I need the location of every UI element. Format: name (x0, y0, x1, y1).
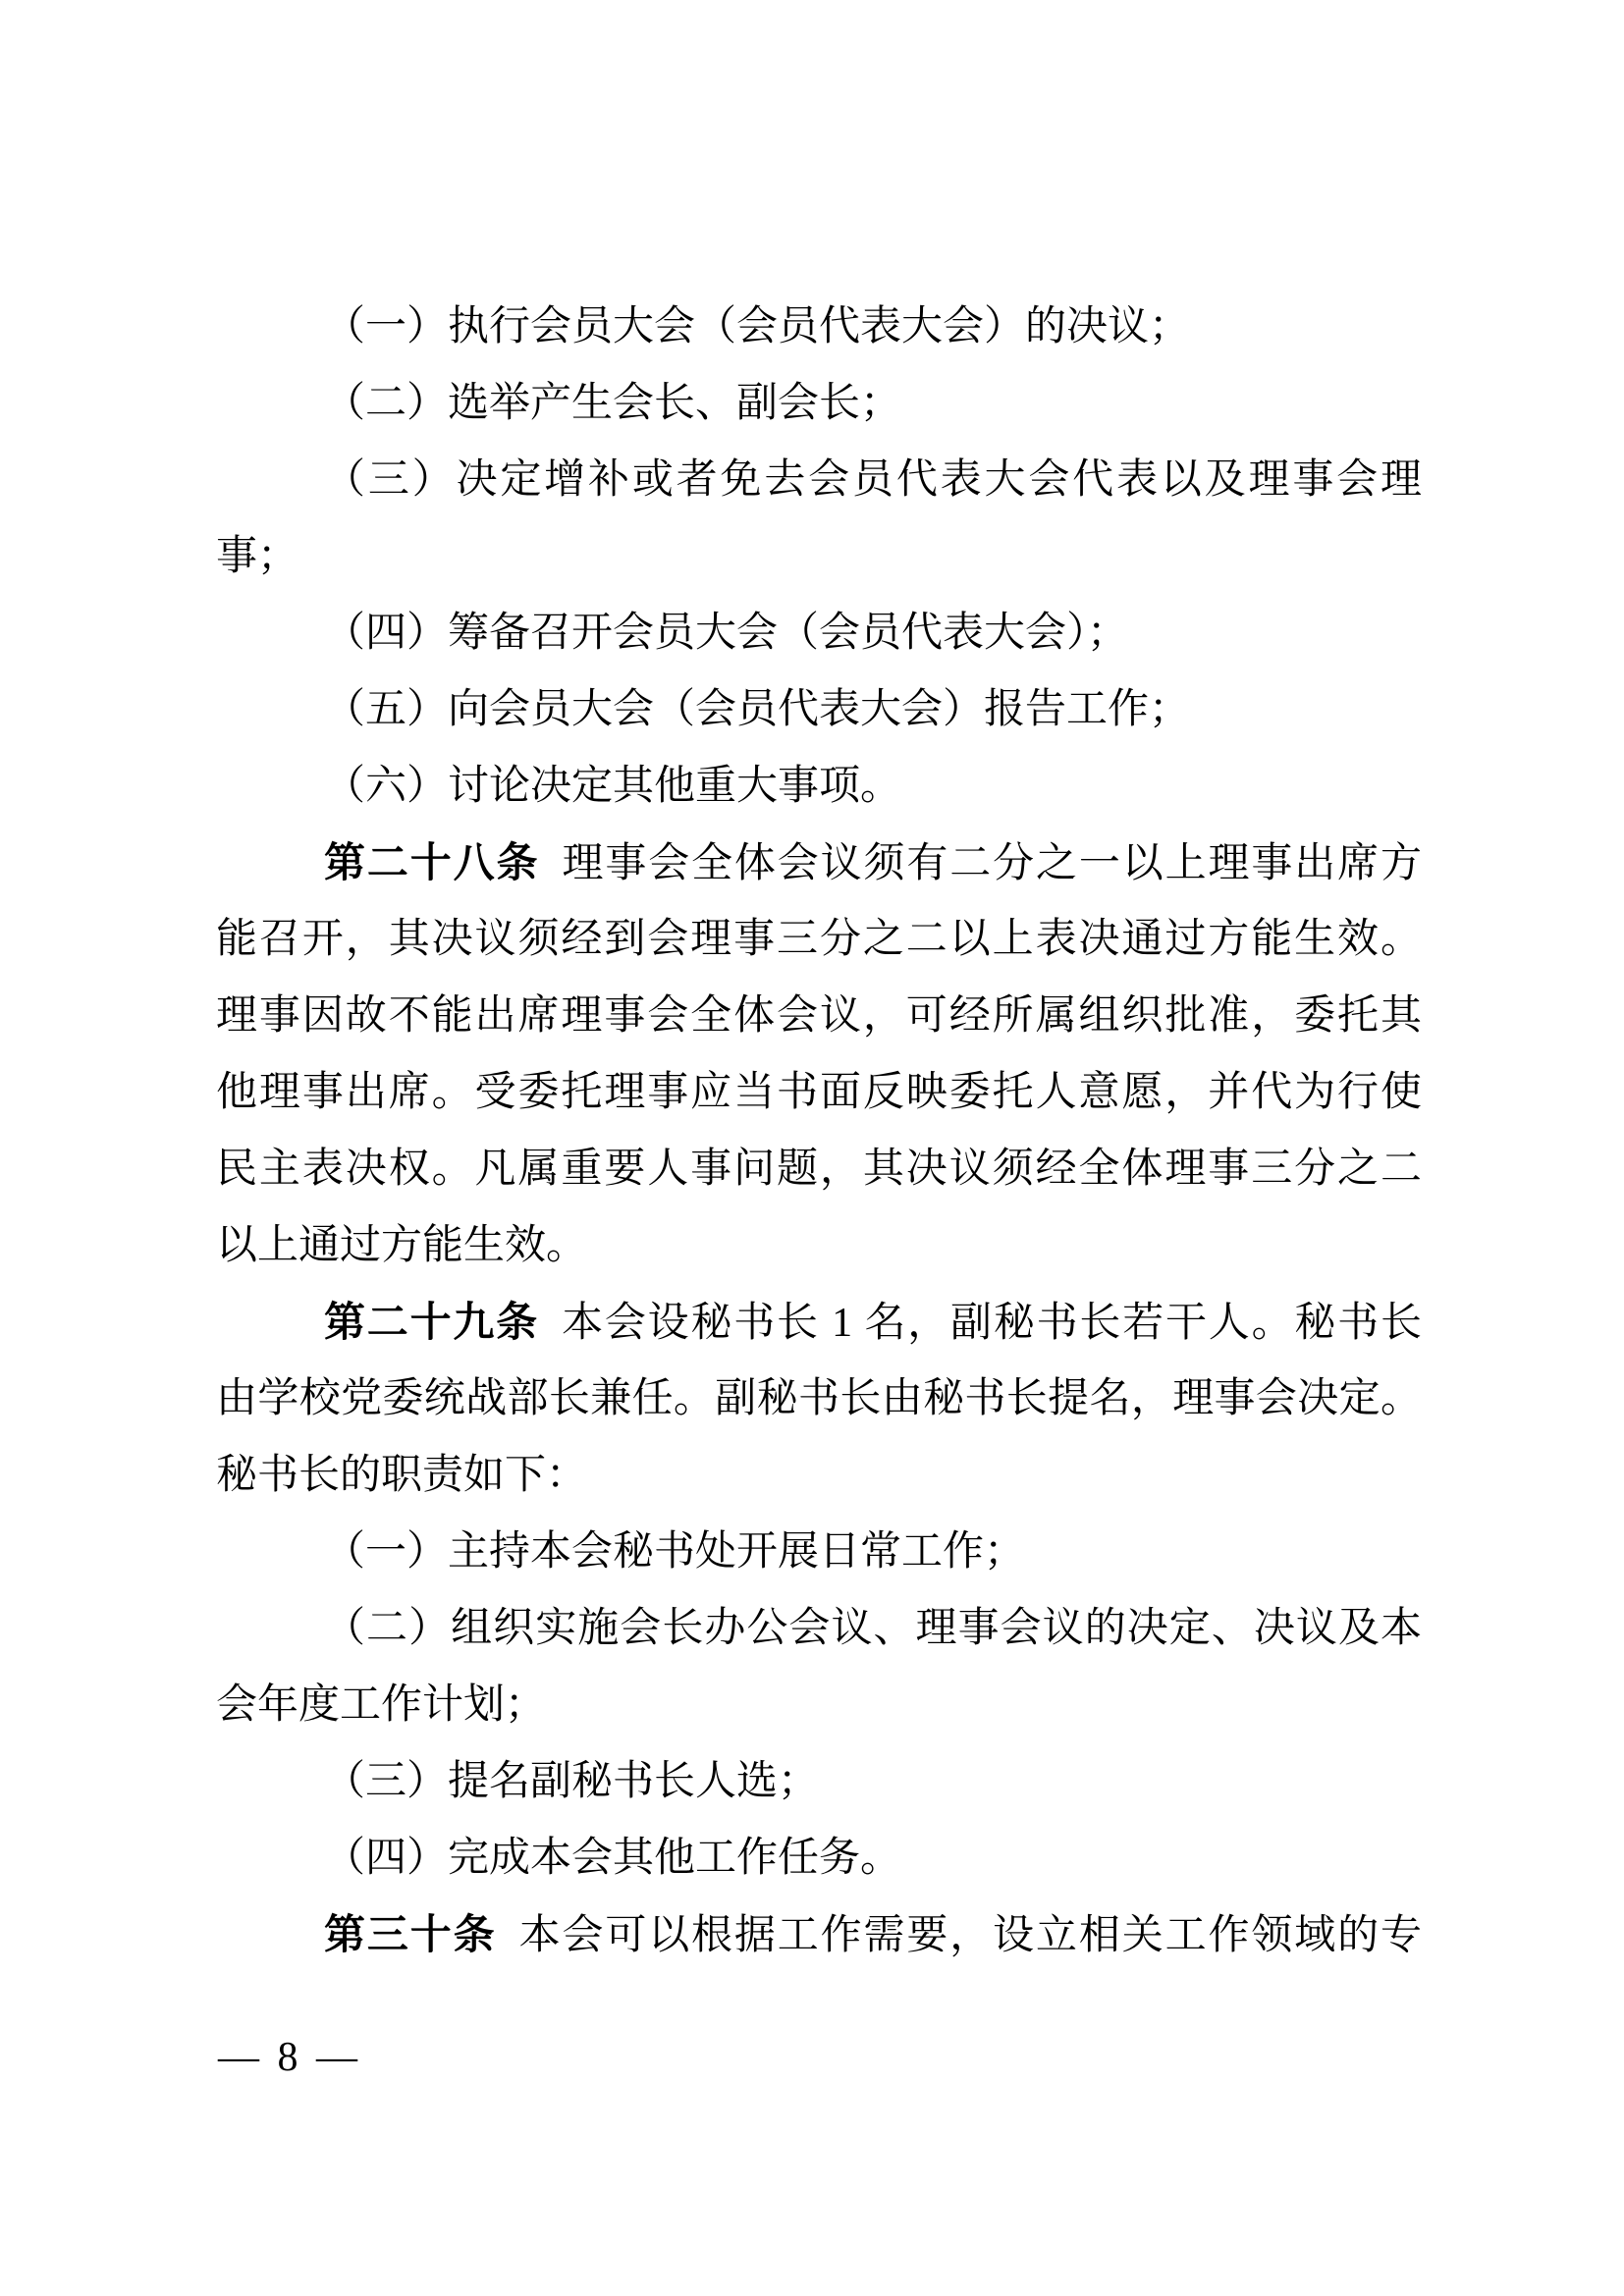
text-line: 秘书长的职责如下： (216, 1453, 588, 1498)
document-body (216, 289, 1422, 1973)
text-line: （三）决定增补或者免去会员代表大会代表以及理事会理 (324, 457, 1422, 503)
article-number: 第三十条 (324, 1911, 497, 1957)
article-text: 本会可以根据工作需要，设立相关工作领域的专 (518, 1913, 1422, 1958)
text-line: 能召开，其决议须经到会理事三分之二以上表决通过方能生效。 (216, 917, 1422, 962)
text-line: （三）提名副秘书长人选； (324, 1759, 820, 1804)
text-line: （一）主持本会秘书处开展日常工作； (324, 1529, 1026, 1575)
text-line: 理事因故不能出席理事会全体会议，可经所属组织批准，委托其 (216, 993, 1422, 1039)
text-line (216, 1284, 1422, 1361)
text-line: 由学校党委统战部长兼任。副秘书长由秘书长提名，理事会决定。 (216, 1376, 1422, 1421)
text-line: （五）向会员大会（会员代表大会）报告工作； (324, 687, 1191, 732)
text-line: 事； (216, 534, 299, 579)
text-line: 他理事出席。受委托理事应当书面反映委托人意愿，并代为行使 (216, 1070, 1422, 1115)
page-footer (218, 2026, 357, 2089)
text-line (216, 1896, 1422, 1973)
text-line: （四）完成本会其他工作任务。 (324, 1836, 902, 1881)
text-line (216, 825, 1422, 901)
text-line: （六）讨论决定其他重大事项。 (324, 764, 902, 809)
text-line: （四）筹备召开会员大会（会员代表大会）； (324, 611, 1129, 656)
article-number: 第二十九条 (324, 1299, 539, 1345)
article-number: 第二十八条 (324, 839, 540, 885)
text-line: （二）组织实施会长办公会议、理事会议的决定、决议及本 (324, 1606, 1422, 1651)
text-line: 以上通过方能生效。 (216, 1223, 588, 1268)
text-line: （二）选举产生会长、副会长； (324, 381, 902, 426)
text-line: 会年度工作计划； (216, 1682, 547, 1728)
article-text: 本会设秘书长 1 名，副秘书长若干人。秘书长 (562, 1301, 1422, 1346)
page-number: — 8 — (218, 2035, 357, 2080)
text-line: 民主表决权。凡属重要人事问题，其决议须经全体理事三分之二 (216, 1147, 1422, 1192)
text-line: （一）执行会员大会（会员代表大会）的决议； (324, 304, 1191, 349)
article-text: 理事会全体会议须有二分之一以上理事出席方 (562, 841, 1422, 886)
